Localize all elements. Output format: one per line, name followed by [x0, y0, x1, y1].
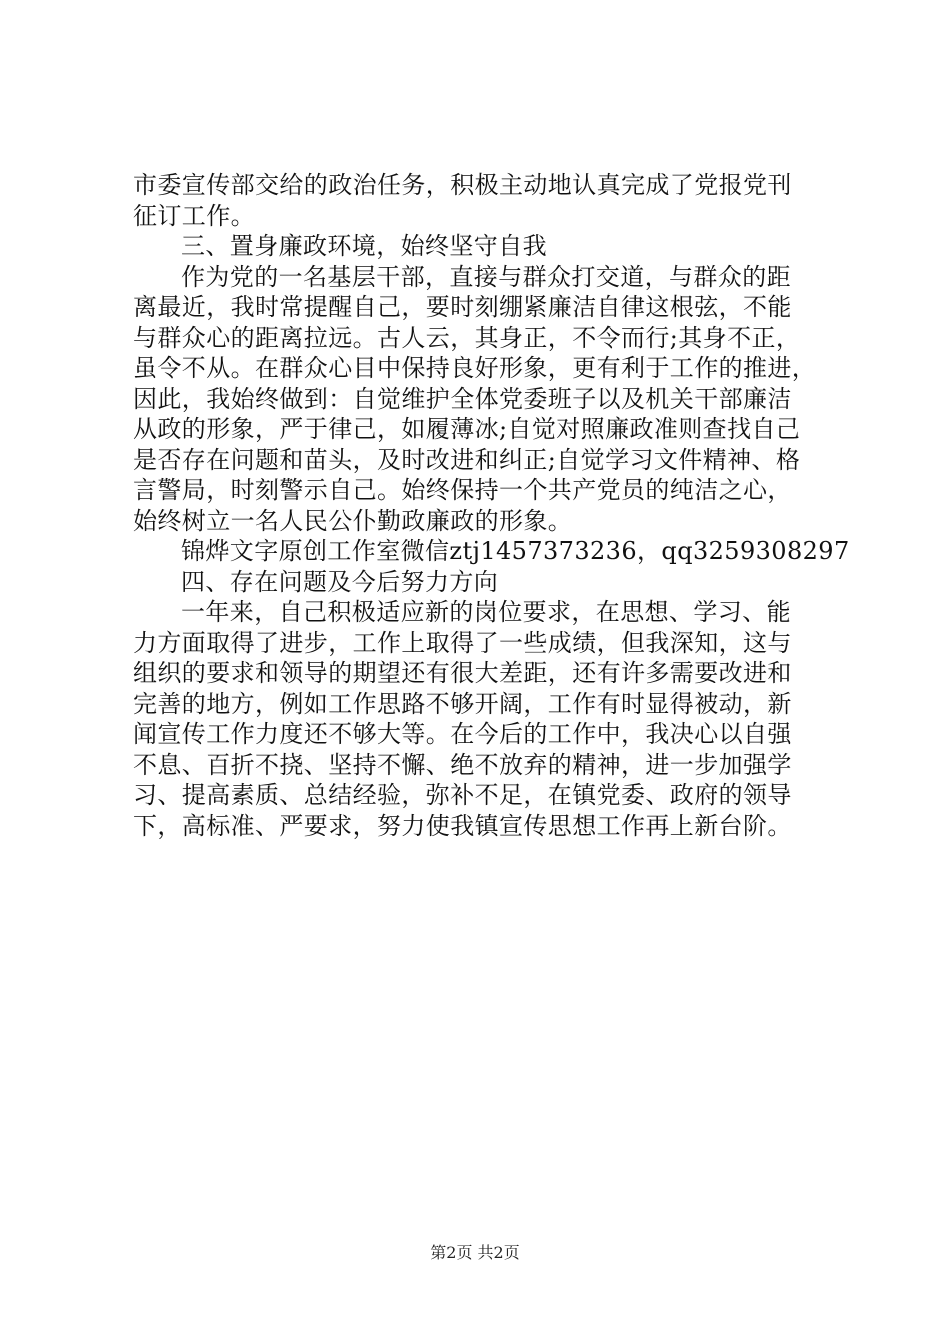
section-heading-3: 三、置身廉政环境，始终坚守自我	[181, 232, 547, 260]
text-line: 闻宣传工作力度还不够大等。在今后的工作中，我决心以自强	[133, 720, 792, 748]
text-line: 征订工作。	[133, 201, 255, 230]
text-line: 不息、百折不挠、坚持不懈、绝不放弃的精神，进一步加强学	[133, 750, 792, 779]
document-body	[133, 170, 850, 841]
text-line: 组织的要求和领导的期望还有很大差距，还有许多需要改进和	[133, 659, 792, 687]
text-line: 是否存在问题和苗头，及时改进和纠正;自觉学习文件精神、格	[133, 445, 801, 474]
section-heading-4: 四、存在问题及今后努力方向	[181, 567, 499, 596]
text-line: 市委宣传部交给的政治任务，积极主动地认真完成了党报党刊	[133, 171, 792, 199]
text-line: 从政的形象，严于律己，如履薄冰;自觉对照廉政准则查找自己	[133, 415, 801, 443]
text-line: 一年来，自己积极适应新的岗位要求，在思想、学习、能	[181, 598, 791, 626]
text-line: 虽令不从。在群众心目中保持良好形象，更有利于工作的推进，	[133, 354, 817, 382]
text-line: 始终树立一名人民公仆勤政廉政的形象。	[133, 506, 573, 535]
text-line: 作为党的一名基层干部，直接与群众打交道，与群众的距	[181, 262, 791, 291]
text-line: 下，高标准、严要求，努力使我镇宣传思想工作再上新台阶。	[133, 811, 792, 840]
text-line: 完善的地方，例如工作思路不够开阔，工作有时显得被动，新	[133, 689, 792, 718]
text-line: 与群众心的距离拉远。古人云，其身正，不令而行;其身不正，	[133, 323, 801, 352]
text-line: 离最近，我时常提醒自己，要时刻绷紧廉洁自律这根弦，不能	[133, 293, 792, 321]
text-line: 因此，我始终做到：自觉维护全体党委班子以及机关干部廉洁	[133, 384, 792, 413]
page-number-footer: 第2页 共2页	[430, 1243, 520, 1262]
contact-line: 锦烨文字原创工作室微信ztj1457373236，qq3259308297	[181, 537, 850, 565]
text-line: 力方面取得了进步，工作上取得了一些成绩，但我深知，这与	[133, 628, 792, 657]
text-line: 言警局，时刻警示自己。始终保持一个共产党员的纯洁之心，	[133, 476, 792, 504]
text-line: 习、提高素质、总结经验，弥补不足，在镇党委、政府的领导	[133, 781, 792, 809]
